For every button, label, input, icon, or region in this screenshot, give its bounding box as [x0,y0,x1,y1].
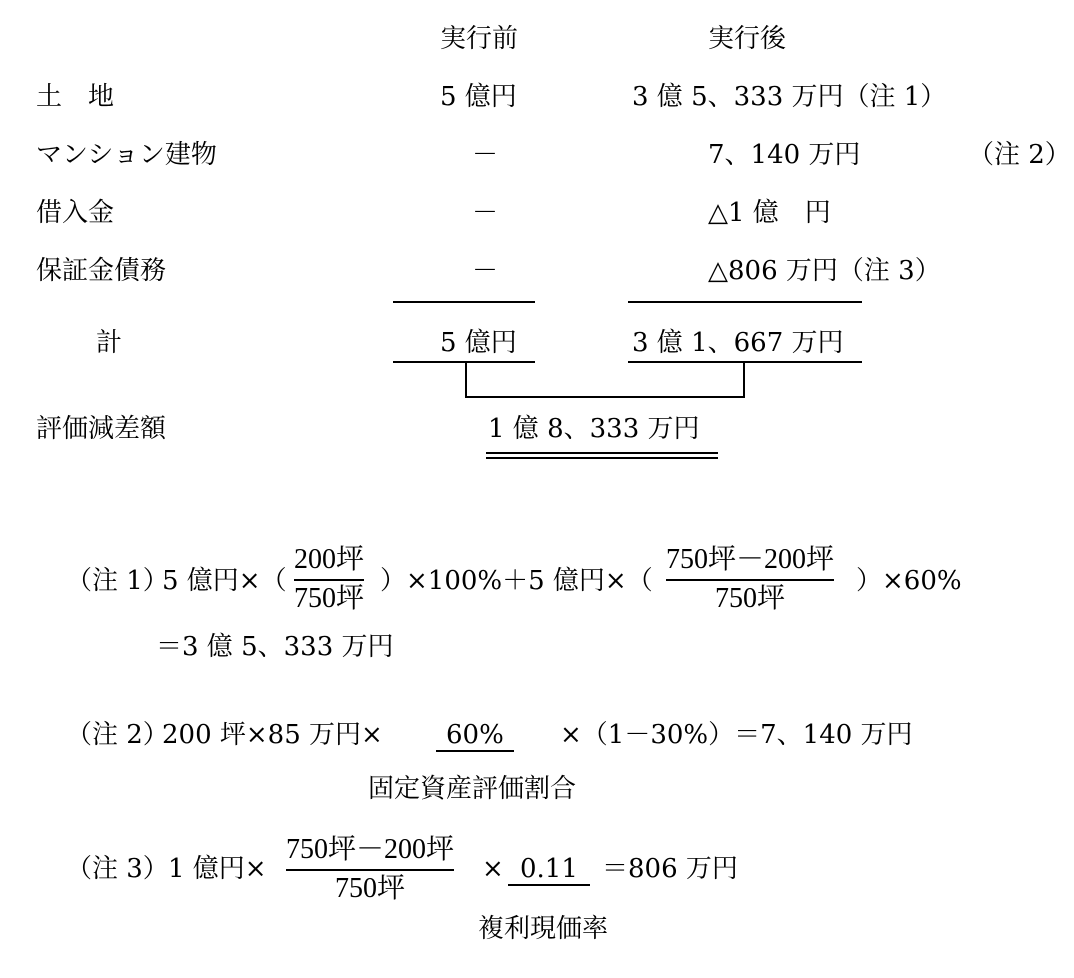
note1-fraction-2-numerator: 750坪－200坪 [666,544,835,575]
note1-fraction-2-bar [666,579,834,581]
note1-tag: （注 1） [66,566,169,596]
row-before-land: 5 億円 [440,82,517,112]
row-after-deposit: △806 万円（注 3） [708,256,941,286]
row-label-loan: 借入金 [36,198,115,228]
total-label: 計 [96,328,123,358]
note3-fraction-bar [286,869,454,871]
after-subtotal-rule [628,301,862,303]
note3-fraction-denominator: 750坪 [335,873,406,904]
note2-ratio-box [436,722,514,752]
note3-tag: （注 3） [66,854,169,884]
after-total-rule [628,361,862,363]
note1-result: ＝3 億 5、333 万円 [156,632,394,662]
note1-fraction-1 [294,546,364,613]
note1-fraction-1-numerator: 200坪 [294,544,365,575]
diff-label: 評価減差額 [36,414,167,444]
row-after-loan: △1 億 円 [708,198,831,228]
note1-term-a: 5 億円×（ [162,566,287,596]
bracket-right [743,362,745,398]
note3-term-a: 1 億円× [168,854,267,884]
header-before: 実行前 [440,24,519,54]
note2-ratio: 60% [436,722,514,752]
diff-double-rule-top [486,452,718,454]
note3-term-b: × [482,854,504,884]
note1-term-c: ）×60% [856,566,962,596]
row-before-loan: － [472,198,499,228]
note1-term-b: ）×100%＋5 億円×（ [380,566,653,596]
note2-tag: （注 2） [66,720,169,750]
diff-value: 1 億 8、333 万円 [488,414,700,444]
total-after: 3 億 1、667 万円 [632,328,844,358]
row-after-land: 3 億 5、333 万円（注 1） [632,82,947,112]
note1-fraction-1-bar [294,579,364,581]
note2-term-b: ×（1－30%）＝7、140 万円 [560,720,913,750]
note2-term-a: 200 坪×85 万円× [162,720,383,750]
note1-fraction-2-denominator: 750坪 [715,583,786,614]
row-note-building: （注 2） [968,140,1071,170]
note3-rate-box [508,856,590,886]
note3-fraction [286,836,454,903]
header-after: 実行後 [708,24,787,54]
row-before-deposit: － [472,256,499,286]
bracket-left [465,362,467,398]
row-before-building: － [472,140,499,170]
total-before: 5 億円 [440,328,517,358]
row-label-deposit: 保証金債務 [36,256,167,286]
row-after-building: 7、140 万円 [708,140,861,170]
bracket-bottom [465,396,745,398]
row-label-building: マンション建物 [36,140,217,170]
before-total-rule [393,361,535,363]
note1-fraction-1-denominator: 750坪 [294,583,365,614]
diff-double-rule-bottom [486,457,718,459]
note1-fraction-2 [666,546,834,613]
note3-term-c: ＝806 万円 [602,854,738,884]
note2-caption: 固定資産評価割合 [368,774,577,804]
note3-fraction-numerator: 750坪－200坪 [286,834,455,865]
note3-caption: 複利現価率 [478,914,609,944]
note3-rate: 0.11 [508,856,590,886]
row-label-land: 土 地 [36,82,115,112]
before-subtotal-rule [393,301,535,303]
